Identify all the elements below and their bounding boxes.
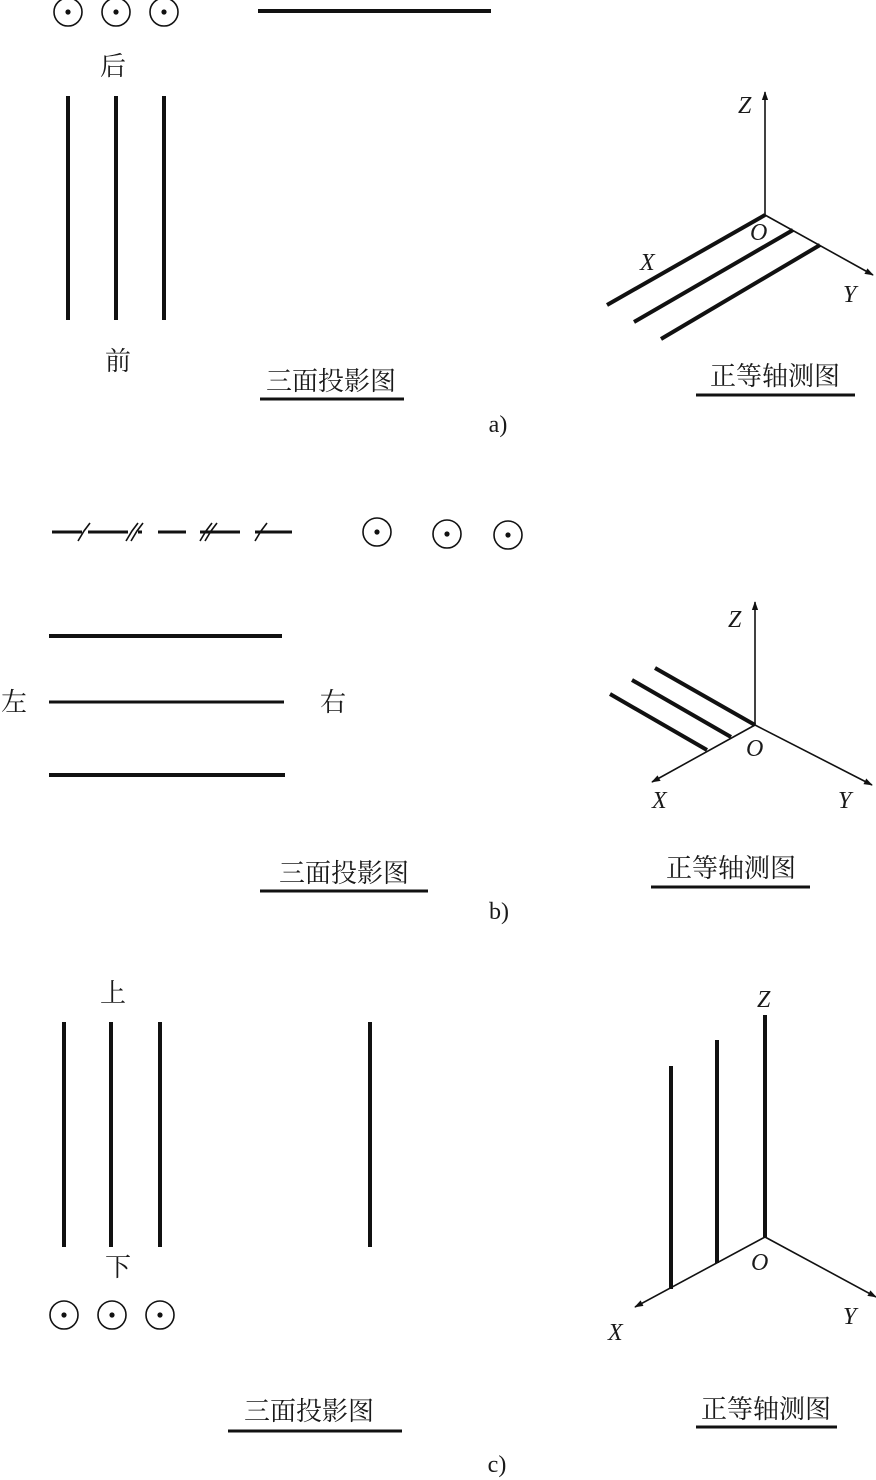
panel-b-label-left: 左 bbox=[0, 688, 28, 718]
dot-circle-icon bbox=[50, 1301, 78, 1329]
origin-label: O bbox=[750, 220, 768, 246]
panel-c-label-bottom: 下 bbox=[104, 1253, 132, 1283]
panel-a-projection-caption: 三面投影图 bbox=[265, 367, 397, 397]
x-axis-label: X bbox=[640, 250, 655, 276]
panel-a-label-front: 前 bbox=[104, 347, 132, 377]
x-axis bbox=[635, 1237, 765, 1307]
x-axis-label: X bbox=[652, 788, 667, 814]
z-axis-label: Z bbox=[757, 987, 771, 1013]
panel-b-endon-symbols bbox=[363, 518, 522, 549]
panel-a-label-back: 后 bbox=[99, 52, 127, 82]
panel-c-sublabel: c) bbox=[487, 1452, 507, 1478]
z-axis-label: Z bbox=[738, 93, 752, 119]
panel-b-isometric-caption: 正等轴测图 bbox=[665, 854, 797, 884]
x-axis bbox=[652, 725, 755, 782]
panel-c-isometric bbox=[607, 987, 876, 1346]
panel-a-sublabel: a) bbox=[488, 412, 508, 438]
panel-c-endon-symbols bbox=[50, 1301, 174, 1329]
panel-a-endon-symbols bbox=[54, 0, 178, 26]
panel-a-top-view-lines bbox=[68, 96, 164, 320]
y-axis bbox=[765, 1237, 876, 1297]
panel-c-isometric-caption: 正等轴测图 bbox=[700, 1395, 832, 1425]
dot-circle-icon bbox=[150, 0, 178, 26]
dot-circle-icon bbox=[494, 521, 522, 549]
dot-circle-icon bbox=[363, 518, 391, 546]
dot-circle-icon bbox=[146, 1301, 174, 1329]
panel-b-isometric bbox=[610, 602, 872, 814]
panel-c-front-view-lines bbox=[64, 1022, 160, 1247]
panel-b-sublabel: b) bbox=[489, 899, 509, 925]
dot-circle-icon bbox=[54, 0, 82, 26]
y-axis-label: Y bbox=[843, 1304, 857, 1330]
panel-b-broken-view bbox=[52, 523, 292, 541]
panel-a-isometric-caption: 正等轴测图 bbox=[709, 362, 841, 392]
panel-b-label-right: 右 bbox=[319, 688, 347, 718]
y-axis-label: Y bbox=[838, 788, 852, 814]
panel-b-projection-caption: 三面投影图 bbox=[278, 859, 410, 889]
x-axis-label: X bbox=[608, 1320, 623, 1346]
panel-b bbox=[1, 518, 872, 925]
dot-circle-icon bbox=[102, 0, 130, 26]
panel-c-label-top: 上 bbox=[99, 979, 127, 1009]
panel-a bbox=[54, 0, 873, 438]
panel-b-top-view-lines bbox=[49, 636, 285, 775]
dot-circle-icon bbox=[433, 520, 461, 548]
origin-label: O bbox=[751, 1250, 769, 1276]
y-axis-label: Y bbox=[843, 282, 857, 308]
panel-c bbox=[50, 979, 876, 1478]
origin-label: O bbox=[746, 736, 764, 762]
panel-c-projection-caption: 三面投影图 bbox=[243, 1397, 375, 1427]
y-axis bbox=[755, 725, 872, 785]
panel-a-isometric bbox=[607, 92, 873, 339]
dot-circle-icon bbox=[98, 1301, 126, 1329]
z-axis-label: Z bbox=[728, 607, 742, 633]
